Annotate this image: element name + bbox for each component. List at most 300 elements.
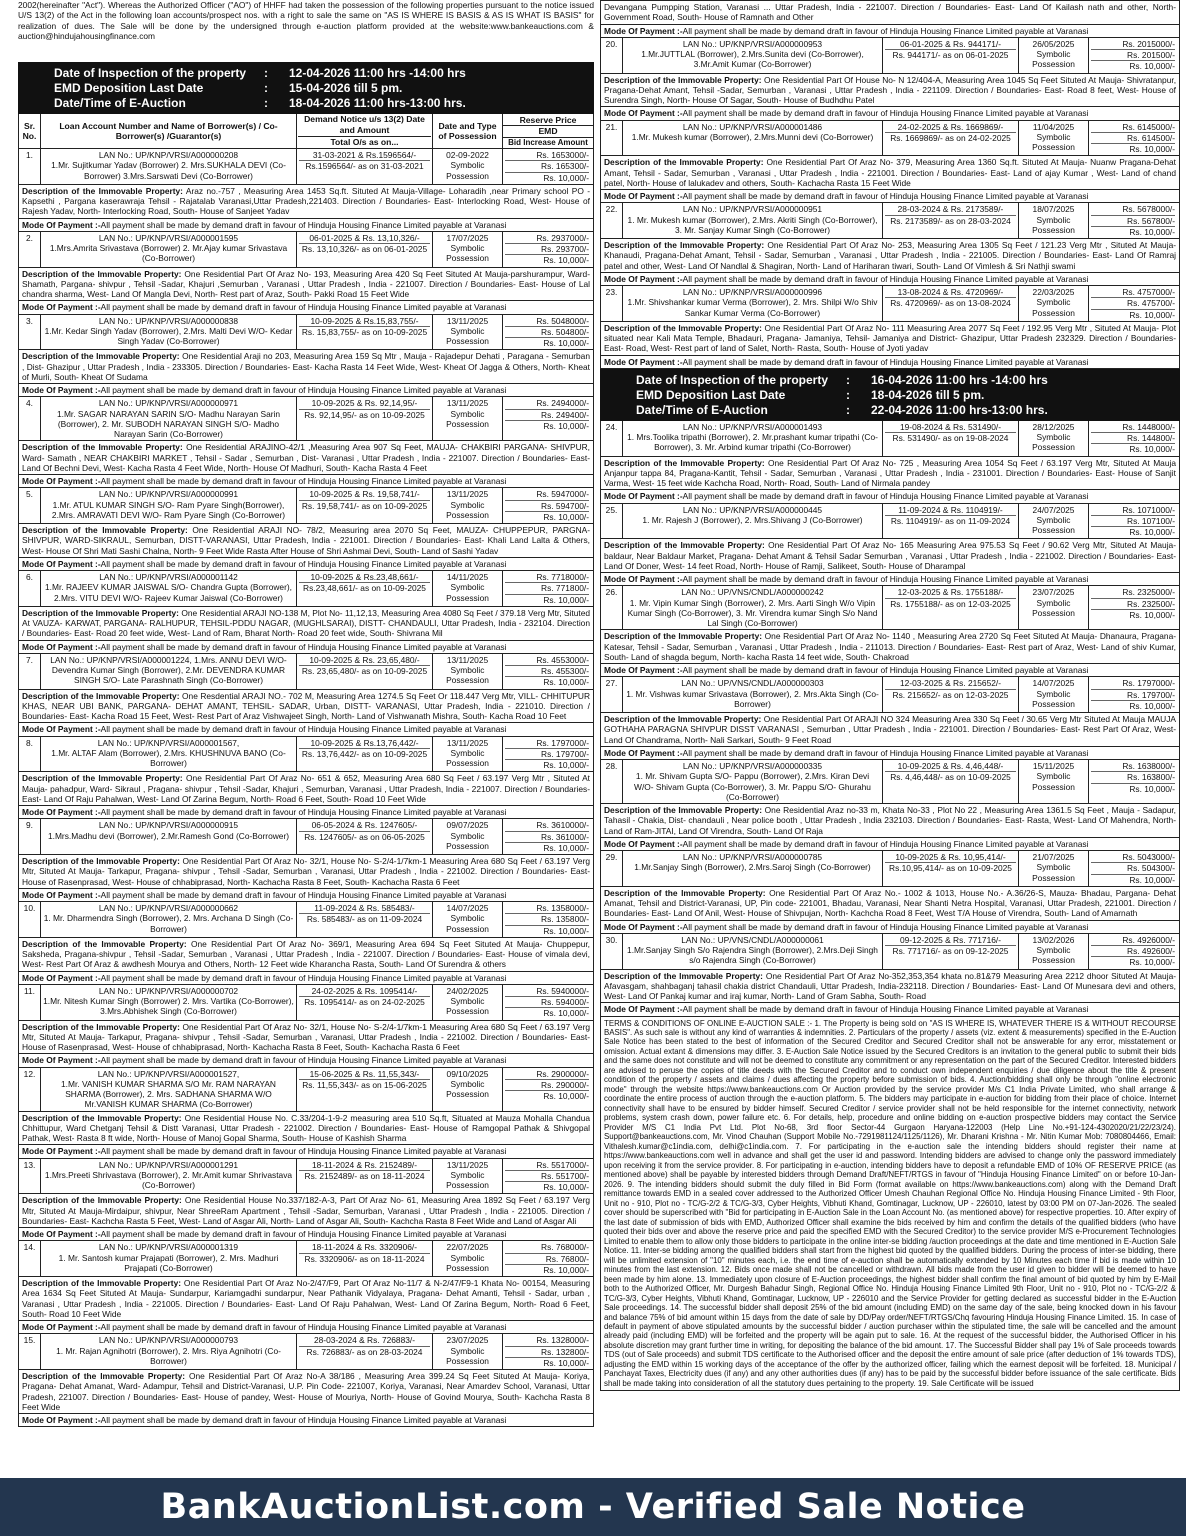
record-possession: [1019, 677, 1089, 712]
outstanding-amount: Rs. 92,14,95/- as on 10-09-2025: [299, 409, 430, 420]
borrower-names: 1. Mrs.Toolika tripathi (Borrower), 2. Mr.prashant kumar tripathi (Co-Borrower), 3. Mr. Arbind kumar tripathi (Co-Borrower): [627, 432, 878, 453]
record-parties: [41, 737, 297, 772]
bid-increase: Rs. 10,000/-: [1129, 874, 1175, 885]
record-summary: [19, 1241, 593, 1276]
description-text: One Resdential ARAJI NO.- 702 M, Measuring Area 1274.5 Sq Feet Or 118.447 Verg Mtr, VILL- CHHITUPUR KHAS, NEAR UBI BANK, PARGANA- DEHAT AMANT, TEHSIL- SADAR, Urban, DISTT- VARANASI, Uttar Pradesh, India - 221010. Direction / Boundaries- East- Kacha Road 15 Feet, West- Rest Part of Araz Vishwajeet Singh, North- Land of Vishwanath Mishra, South- Kacha Road 10 Feet: [22, 690, 591, 721]
reserve-price: Rs. 5043000/-: [1091, 852, 1175, 863]
bid-increase: Rs. 10,000/-: [543, 172, 589, 183]
bid-increase: Rs. 10,000/-: [1129, 527, 1175, 537]
record-possession: [433, 315, 503, 350]
bid-increase: Rs. 10,000/-: [1129, 444, 1175, 455]
record-parties: [41, 315, 297, 350]
property-description: [601, 629, 1179, 663]
reserve-price: Rs. 1797000/-: [505, 738, 589, 749]
description-text: One Residential ARAJI NO-138 M, Plot No- 11,12,13, Measuring Area 4080 Sq Feet / 379.18 Verg Mtr, Situted At VAUZA- KARWAT, PARGANA- RALHUPUR, TEHSIL-PDDU NAGAR, (MUGHLSARAI), DISTT- CHANDAULI, Uttar Pradesh, India - 232104. Direction / Boundaries- East- Road 20 feet wide, West- Land of Ram, Bharat North- Road 20 feet wide, South- Shivrana Mil: [22, 607, 591, 639]
payment-mode: [601, 920, 1179, 933]
record-sr-no: 27.: [601, 677, 623, 712]
property-description: [601, 886, 1179, 920]
emd-amount: Rs. 492600/-: [1091, 946, 1175, 957]
outstanding-amount: Rs. 944171/- as on 06-01-2025: [885, 49, 1016, 60]
record-possession: [433, 1334, 503, 1369]
record-parties: [41, 571, 297, 606]
borrower-names: 1.Mr.Sanjay Singh (Borrower), 2.Mrs.Saroj Singh (Co-Borrower): [634, 862, 871, 873]
possession-date: 23/07/2025: [1032, 587, 1075, 598]
emd-amount: Rs. 594700/-: [505, 501, 589, 512]
auction-record: [18, 985, 594, 1068]
pay-text: All payment shall be made by demand draft in favour of Hinduja Housing Finance Limited payable at Varanasi: [682, 921, 1089, 932]
record-possession: [433, 737, 503, 772]
record-demand-notice: [297, 902, 433, 937]
reserve-price: Rs. 768000/-: [505, 1242, 589, 1253]
record-sr-no: 6.: [19, 571, 41, 606]
record-summary: [19, 571, 593, 606]
auction-record: [600, 121, 1180, 204]
record-possession: [1019, 586, 1089, 629]
record-possession: [1019, 38, 1089, 73]
record-possession: [1019, 203, 1089, 238]
pay-label: Mode Of Payment :-: [22, 807, 101, 817]
header-emd-label: EMD: [503, 126, 593, 137]
record-reserve: [503, 654, 593, 689]
record-summary: [601, 121, 1179, 156]
possession-type: Symbolic Possession: [446, 996, 489, 1017]
date-label: Date/Time of E-Auction: [54, 96, 186, 110]
pay-text: All payment shall be made by demand draft in favour of Hinduja Housing Finance Limited payable at Varanasi: [100, 807, 507, 817]
date-value: 18-04-2026 till 5 pm.: [871, 387, 985, 402]
demand-date-amount: 11-09-2024 & Rs. 1104919/-: [898, 504, 1003, 515]
pay-text: All payment shall be made by demand draft in favour of Hinduja Housing Finance Limited payable at Varanasi: [682, 1004, 1089, 1015]
outstanding-amount: Rs. 15,83,755/- as on 10-09-2025: [299, 326, 430, 337]
record-parties: [41, 1334, 297, 1369]
auction-record: [600, 504, 1180, 587]
record-possession: [433, 985, 503, 1020]
auction-record: [18, 1241, 594, 1334]
bid-increase: Rs. 10,000/-: [1129, 226, 1175, 237]
record-reserve: [503, 737, 593, 772]
description-text: One Residential Part Of Araz No- 165 Measuring Area 975.53 Sq Feet / 90.62 Verg Mtr, Situted At Mauja- baldaur, Near Baldaur Market, Pragana- Dehat Amant & Tehsil Sadar Semurban , Varanasi , Uttar Pradesh , India - 221002. Direction / Boundaries- East- Land Of Doner, West- 14 feet Road, North- House of Ramji, Salikeet, South- House of Dharampal: [604, 540, 1177, 571]
possession-type: Symbolic Possession: [1032, 945, 1075, 966]
record-summary: [601, 677, 1179, 712]
record-summary: [19, 397, 593, 440]
property-description: [19, 523, 593, 557]
possession-type: Symbolic Possession: [1032, 131, 1075, 152]
loan-account-number: LAN No.: UP/VNS/CNDL/A000000242: [681, 587, 824, 598]
record-sr-no: 10.: [19, 902, 41, 937]
record-sr-no: 25.: [601, 504, 623, 539]
pay-label: Mode Of Payment :-: [22, 1229, 101, 1239]
description-label: Description of the Immovable Property:: [22, 185, 183, 196]
demand-date-amount: 12-03-2025 & Rs. 1755188/-: [897, 587, 1004, 598]
description-label: Description of the Immovable Property:: [604, 322, 762, 333]
date-value: 22-04-2026 11:00 hrs-13:00 hrs.: [871, 402, 1048, 417]
pay-text: All payment shall be made by demand draft in favour of Hinduja Housing Finance Limited payable at Varanasi: [100, 641, 507, 652]
record-summary: [601, 586, 1179, 629]
borrower-names: 1. Mr. Rajesh J (Borrower), 2. Mrs.Shivang J (Co-Borrower): [642, 514, 863, 525]
payment-mode: [601, 106, 1179, 119]
bid-increase: Rs. 10,000/-: [543, 420, 589, 431]
auction-record: [18, 232, 594, 315]
bid-increase: Rs. 10,000/-: [1129, 144, 1175, 154]
payment-mode: [19, 1144, 593, 1157]
pay-text: All payment shall be made by demand draft in favour of Hinduja Housing Finance Limited payable at Varanasi: [682, 574, 1089, 584]
demand-date-amount: 06-01-2025 & Rs. 13,10,326/-: [309, 232, 420, 243]
bid-increase: Rs. 10,000/-: [543, 925, 589, 936]
loan-account-number: LAN No.: UP/KNP/VRSI/A000000996: [682, 287, 823, 297]
possession-type: Symbolic Possession: [446, 747, 489, 768]
demand-date-amount: 10-09-2025 & Rs. 19,58,741/-: [309, 489, 420, 500]
record-demand-notice: [883, 586, 1019, 629]
description-label: Description of the Immovable Property:: [604, 887, 766, 898]
reserve-price: Rs. 2494000/-: [505, 398, 589, 409]
loan-account-number: LAN No.: UP/KNP/VRSI/A000000838: [98, 315, 239, 326]
date-row: [636, 373, 1170, 388]
description-label: Description of the Immovable Property:: [22, 1371, 186, 1381]
record-demand-notice: [883, 121, 1019, 156]
demand-date-amount: 10-09-2025 & Rs.13,76,442/-: [310, 737, 419, 748]
previous-record-tail: [600, 0, 1180, 38]
record-parties: [41, 902, 297, 937]
description-label: Description of the Immovable Property:: [22, 938, 187, 949]
description-label: Description of the Immovable Property:: [604, 540, 765, 551]
record-reserve: [503, 232, 593, 267]
outstanding-amount: Rs. 3320906/- as on 18-11-2024: [299, 1253, 430, 1264]
header-reserve: [503, 114, 593, 148]
loan-account-number: LAN No.: UP/KNP/VRSI/A000001567,: [97, 737, 240, 748]
description-label: Description of the Immovable Property:: [604, 457, 765, 468]
payment-mode: [19, 971, 593, 984]
pay-text: All payment shall be made by demand draft in favour of Hinduja Housing Finance Limited payable at Varanasi: [100, 385, 507, 395]
outstanding-amount: Rs. 11,55,343/- as on 15-06-2025: [299, 1079, 430, 1090]
record-reserve: [503, 985, 593, 1020]
property-description: [601, 803, 1179, 837]
pay-label: Mode Of Payment :-: [22, 889, 101, 900]
payment-mode: [19, 1413, 593, 1426]
record-parties: [41, 488, 297, 523]
pay-text: All payment shall be made by demand draft in favour of Hinduja Housing Finance Limited payable at Varanasi: [100, 1415, 507, 1425]
record-parties: [623, 504, 883, 539]
record-summary: [19, 902, 593, 937]
record-sr-no: 3.: [19, 315, 41, 350]
record-summary: [19, 1068, 593, 1111]
possession-date: 13/11/2025: [446, 1159, 489, 1170]
outstanding-amount: Rs. 585483/- as on 11-09-2024: [299, 913, 430, 924]
description-text: One Residential Part Of Araz No.- 1002 & 1013, House No.- A.36/26-S, Mauza- Bhadau, Pargana- Dehat Amanat, Tehsil and District-Varanasi, UP, Pin code- 221001, Bhadau, Varanasi, Near Shanti Netra Hospital, Varanasi, Uttar Pradesh, 221001. Direction / Boundaries- East- Land Of Anil, West- House of Shivpujan, North- Kachcha Road 8 Feet, West T/A House of Virendra, South- Land of Amarnath: [604, 887, 1176, 919]
table-header: [18, 114, 594, 149]
record-sr-no: 30.: [601, 934, 623, 969]
possession-date: 13/11/2025: [446, 654, 489, 665]
record-demand-notice: [297, 819, 433, 854]
pay-label: Mode Of Payment :-: [604, 574, 683, 584]
property-description: [601, 712, 1179, 746]
possession-date: 22/07/2025: [446, 1242, 489, 1253]
payment-mode: [19, 557, 593, 570]
record-reserve: [1089, 38, 1179, 73]
reserve-price: Rs. 1071000/-: [1091, 505, 1175, 516]
date-separator: :: [846, 387, 850, 402]
record-summary: [601, 504, 1179, 539]
record-demand-notice: [297, 985, 433, 1020]
record-reserve: [1089, 421, 1179, 456]
record-sr-no: 11.: [19, 985, 41, 1020]
property-description: [19, 1193, 593, 1227]
record-summary: [601, 760, 1179, 803]
record-parties: [41, 232, 297, 267]
record-summary: [19, 654, 593, 689]
record-demand-notice: [297, 1241, 433, 1276]
record-parties: [41, 819, 297, 854]
emd-amount: Rs. 76800/-: [505, 1254, 589, 1265]
record-sr-no: 28.: [601, 760, 623, 803]
record-summary: [19, 985, 593, 1020]
record-sr-no: 20.: [601, 38, 623, 73]
auction-record: [600, 851, 1180, 934]
reserve-price: Rs. 5678000/-: [1091, 204, 1175, 215]
possession-type: Symbolic Possession: [1032, 297, 1075, 318]
pay-text: All payment shall be made by demand draft in favour of Hinduja Housing Finance Limited payable at Varanasi: [100, 219, 507, 230]
reserve-price: Rs. 1653000/-: [505, 150, 589, 161]
record-reserve: [1089, 586, 1179, 629]
record-demand-notice: [297, 232, 433, 267]
possession-date: 09/07/2025: [446, 820, 489, 831]
record-sr-no: 4.: [19, 397, 41, 440]
payment-mode: [19, 805, 593, 818]
payment-mode: [19, 1227, 593, 1240]
borrower-names: 1. Mr. Mukesh kumar (Borrower), 2.Mrs. Akriti Singh (Co-Borrower), 3. Mr. Sanjay Kumar Singh (Co-Borrower): [627, 214, 878, 235]
reserve-price: Rs. 7718000/-: [505, 572, 589, 583]
outstanding-amount: Rs. 215652/- as on 12-03-2025: [885, 689, 1016, 700]
reserve-price: Rs. 1358000/-: [505, 903, 589, 914]
possession-date: 24/07/2025: [1032, 504, 1075, 515]
reserve-price: Rs. 4926000/-: [1091, 935, 1175, 946]
description-label: Description of the Immovable Property:: [22, 268, 182, 279]
borrower-names: 1. Mr. Santosh kumar Prajapati (Borrower), 2. Mrs. Madhuri Prajapati (Co-Borrower): [58, 1252, 279, 1273]
payment-mode: [19, 888, 593, 901]
loan-account-number: LAN No.: UP/KNP/VRSI/A000000445: [682, 504, 823, 515]
left-column: [18, 62, 594, 1478]
record-possession: [433, 397, 503, 440]
description-text: One Residential House No.337/182-A-3, Part Of Araz No- 61, Measuring Area 1892 Sq Feet / 63.197 Verg Mtr, Situted At Mauja-Mirdaipur, shivpur, Near ShreeRam Apartment , Tehsil -Sadar, Semurban, Varanasi , Uttar Pradesh , India - 221005. Direction / Boundaries- East- Kachcha Rasta 5 Feet, West- Land of Asgar Ali, North- Land of Asgar Ali, South- Kachcha Rasta 8 Feet Wide and Land of Asgar Ali: [22, 1195, 591, 1226]
demand-date-amount: 10-09-2025 & Rs.23,48,661/-: [310, 572, 419, 582]
bid-increase: Rs. 10,000/-: [1129, 700, 1175, 711]
bid-increase: Rs. 10,000/-: [1129, 309, 1175, 320]
record-sr-no: 22.: [601, 203, 623, 238]
reserve-price: Rs. 5048000/-: [505, 316, 589, 327]
footer-banner: BankAuctionList.com - Verified Sale Notice: [0, 1478, 1186, 1536]
description-text: One Residential Part Of Araz No- 379, Measuring Area 1360 Sq.ft. Situted At Mauja- Nuanw Pragana-Dehat Amant, Tehsil - Sadar, Semurban , Varanasi , Uttar Pradesh , India - 221001. Direction / Boundaries- East- Land of ajay Kumar , West- Land of chand patel, North- House of lalukadev and others, South- Kachacha Rasta 15 Feet Wide: [604, 157, 1176, 188]
previous-record-payment: [601, 24, 1179, 37]
bid-increase: Rs. 10,000/-: [1129, 609, 1175, 620]
description-text: One Residential Part Of Araz No- 1140 , Measuring Area 2720 Sq Feet Situted At Mauja- Dhanaura, Pragana- Katesar, Tehsil - Sadar, Semurban , Varanasi , Uttar Pradesh , India - 211013. Direction / Boundaries- East- Rest part of Araz, West- Land of shiv Kumar, South- Land of shagda begum, North- kacha Rasta 14 feet wide, South- Chakroad: [604, 631, 1177, 662]
emd-amount: Rs. 163800/-: [1091, 772, 1175, 783]
borrower-names: 1.Mr. Sujitkumar Yadav (Borrower) 2. Mrs.SUKHALA DEVI (Co-Borrower) 3.Mrs.Sarswati Devi (Co-Borrower): [51, 160, 286, 181]
demand-date-amount: 24-02-2025 & Rs. 1095414/-: [311, 985, 418, 996]
bid-increase: Rs. 10,000/-: [543, 677, 589, 688]
borrower-names: 1. Mr. Vishwas kumar Srivastava (Borrower), 2. Mrs.Akta Singh (Co-Borrower): [626, 688, 879, 709]
possession-type: Symbolic Possession: [446, 1169, 489, 1190]
reserve-price: Rs. 5517000/-: [505, 1160, 589, 1171]
possession-type: Symbolic Possession: [1032, 688, 1075, 709]
bid-increase: Rs. 10,000/-: [1129, 783, 1175, 794]
reserve-price: Rs. 2900000/-: [505, 1069, 589, 1080]
auction-record: [18, 488, 594, 571]
borrower-names: 1.Mr. ALTAF Alam (Borrower), 2.Mrs. KHUSHNUVA BANO (Co-Borrower): [51, 747, 286, 768]
date-value: 15-04-2026 till 5 pm.: [289, 81, 403, 95]
demand-date-amount: 31-03-2021 & Rs.1596564/-: [312, 150, 417, 160]
bid-increase: Rs. 10,000/-: [1129, 957, 1175, 968]
demand-date-amount: 11-09-2024 & Rs. 585483/-: [314, 903, 415, 913]
record-sr-no: 14.: [19, 1241, 41, 1276]
property-description: [19, 349, 593, 383]
loan-account-number: LAN No.: UP/KNP/VRSI/A000000953: [682, 38, 823, 49]
date-row: [54, 81, 584, 96]
emd-amount: Rs. 504800/-: [505, 327, 589, 338]
loan-account-number: LAN No.: UP/KNP/VRSI/A000000702: [98, 985, 239, 996]
borrower-names: 1.Mr. RAJEEV KUMAR JAISWAL S/O- Chandra Gupta (Borrower), 2.Mrs. VITU DEVI W/O- Rajeev Kumar Jaiswal (Co-Borrower): [45, 582, 292, 603]
demand-date-amount: 09-12-2025 & Rs. 771716/-: [899, 934, 1002, 945]
record-parties: [41, 1068, 297, 1111]
loan-account-number: LAN No.: UP/KNP/VRSI/A000001142: [99, 572, 238, 582]
pay-label: Mode Of Payment :-: [604, 921, 683, 932]
record-demand-notice: [297, 149, 433, 184]
record-sr-no: 1.: [19, 149, 41, 184]
record-demand-notice: [297, 571, 433, 606]
outstanding-amount: Rs. 13,76,442/- as on 10-09-2025: [299, 748, 430, 759]
auction-record: [600, 677, 1180, 760]
header-possession: Date and Type of Possession: [433, 114, 503, 148]
emd-amount: Rs. 771800/-: [505, 583, 589, 594]
description-label: Description of the Immovable Property:: [22, 442, 183, 453]
possession-type: Symbolic Possession: [446, 913, 489, 934]
pay-label: Mode Of Payment :-: [604, 356, 683, 367]
reserve-price: Rs. 2325000/-: [1091, 587, 1175, 598]
loan-account-number: LAN No.: UP/KNP/VRSI/A000000335: [682, 761, 823, 771]
bid-increase: Rs. 10,000/-: [543, 1091, 589, 1101]
record-demand-notice: [297, 1068, 433, 1111]
description-text: One Residential Part Of Araz No- 725 , Measuring Area 1054 Sq Feet / 63.197 Verg Mtr, Situted At Mauja Anjanpur tappa 84, Pragana-Kantit, Tehsil - Sadar, Semurban , Varanasi , Uttar Pradesh , India - 231001. Direction / Boundaries- East- House of Sanjit Varma, West- 15 feet wide Kachcha Road, North- Road, South- Land of Nirmala pandey: [604, 457, 1177, 488]
record-parties: [623, 586, 883, 629]
record-sr-no: 8.: [19, 737, 41, 772]
outstanding-amount: Rs. 4720969/- as on 13-08-2024: [885, 297, 1016, 308]
record-parties: [623, 934, 883, 969]
record-reserve: [1089, 677, 1179, 712]
possession-type: Symbolic Possession: [446, 582, 489, 603]
demand-date-amount: 28-03-2024 & Rs. 726883/-: [313, 1335, 416, 1346]
pay-text: All payment shall be made by demand draft in favour of Hinduja Housing Finance Limited payable at Varanasi: [682, 25, 1089, 36]
record-reserve: [1089, 504, 1179, 539]
borrower-names: 1. Mr. Rajan Agnihotri (Borrower), 2. Mrs. Riya Agnihotri (Co-Borrower): [56, 1345, 281, 1366]
emd-amount: Rs. 135800/-: [505, 914, 589, 925]
date-value: 16-04-2026 11:00 hrs -14:00 hrs: [871, 372, 1048, 387]
emd-amount: Rs. 290000/-: [505, 1080, 589, 1091]
record-parties: [623, 677, 883, 712]
payment-mode: [601, 572, 1179, 585]
header-loan-account: Loan Account Number and Name of Borrower(s) / Co-Borrower(s) /Guarantor(s): [41, 114, 297, 148]
date-separator: :: [264, 81, 268, 95]
reserve-price: Rs. 5947000/-: [505, 489, 589, 500]
demand-date-amount: 13-08-2024 & Rs. 4720969/-: [897, 287, 1004, 297]
record-parties: [41, 654, 297, 689]
possession-type: Symbolic Possession: [1032, 862, 1075, 883]
record-summary: [19, 1334, 593, 1369]
record-demand-notice: [883, 677, 1019, 712]
description-text: One Residential Part Of Araz No-2/47/F9, Part Of Araz No-11/7 & N-2/47/F9-1 Khata No- 00154, Measuring Area 1634 Sq Feet Situted At Mauja- Sundarpur, Kariamgadhi sundarpur, Near Pathanik Vidyalaya, Pragana- Dehat Amanti, Tehsil - Sadar, urban , Varanasi , Uttar Pradesh , India - 221005. Direction / Boundaries- East- Land Of Raju Pahalwan, West- Land Of Zarina Begum, North- Road 6 Feet, South- Road 10 Feet Wide: [22, 1278, 591, 1319]
outstanding-amount: Rs. 1669869/- as on 24-02-2025: [885, 132, 1016, 143]
description-text: One Residential ARAJINO-42/1 ,Measuring Area 907 Sq Feet, MAUJA- CHAKBIRI PARGANA- SHIVPUR, Ward- Samath , NEAR CHAKBIRI MARKET , Tehsil - Sadar , Semurban , Dist- Varanasi , Uttar Pradesh , India - 221007. Direction / Boundaries- East- Land Of Bechni Devi, West- Kacha Rasta 4 Feet Wide, North- House Of Madhuri, South- Kacha Rasta 4 Feet: [22, 442, 590, 473]
possession-date: 24/02/2025: [446, 985, 489, 996]
description-label: Description of the Immovable Property:: [22, 1278, 182, 1288]
reserve-price: Rs. 1638000/-: [1091, 761, 1175, 772]
borrower-names: 1.Mr. Nitesh Kumar Singh (Borrower) 2. Mrs. Vartika (Co-Borrower), 3.Mrs.Abhishek Singh (Co-Borrower): [43, 996, 294, 1017]
demand-date-amount: 06-05-2024 & Rs. 1247605/-: [311, 820, 418, 831]
description-text: One Residential Part Of Araz No-A 38/186 , Measuring Area 399.24 Sq Feet Situted At Mauja- Koriya, Pragana- Dehat Amanat, Ward- Adampur, Tehsil and District-Varanasi, U.P. Pin Code- 221007, Koriya, Varanasi, Near Amardev School, Varanasi, Uttar Pradesh, 221007. Direction / Boundaries- East- House of pandey, West- House of Mouriya, North- House of Govind Mourya, South- Kachcha Rasta 8 Feet Wide: [22, 1371, 591, 1412]
record-possession: [1019, 851, 1089, 886]
record-parties: [623, 421, 883, 456]
pay-label: Mode Of Payment :-: [604, 838, 683, 849]
right-records-list-b: [600, 421, 1180, 1017]
loan-account-number: LAN No.: UP/KNP/VRSI/A000001291: [98, 1159, 239, 1170]
record-reserve: [1089, 286, 1179, 321]
description-text: One Residential ARAJI NO- 78/2, Measuring area 2070 Sq Feet, MAUZA- CHUPPEPUR, PARGNA- SHIVPUR, WARD-SIKRAUL, Semurban, DISTT-VARANASI, Uttar Pradesh, India - 221001. Direction / Boundaries- East- Khali Land Lalta & Others, West- House Of Shri Mati Sashi Chalna, North- 9 Feet Wide Rasta After House of Shri Ashmai Devi, South- Land of Sashi Yadav: [22, 525, 591, 556]
bid-increase: Rs. 10,000/-: [543, 338, 589, 348]
record-demand-notice: [297, 488, 433, 523]
borrower-names: 1.Mrs.Preeti Shrivastava (Borrower), 2. Mr.Amit kumar Shrivastava (Co-Borrower): [44, 1169, 293, 1190]
date-separator: :: [846, 402, 850, 417]
outstanding-amount: Rs. 19,58,741/- as on 10-09-2025: [299, 500, 430, 511]
emd-amount: Rs. 201500/-: [1091, 50, 1175, 61]
possession-date: 13/11/2025: [446, 737, 489, 748]
borrower-names: 1.Mr. VANISH KUMAR SHARMA S/O Mr. RAM NARAYAN SHARMA (Borrower), 2. Mrs. SADHANA SHARMA W/O Mr.VANISH KUMAR SHARMA (Co-Borrower): [61, 1078, 276, 1110]
date-row: [636, 388, 1170, 403]
pay-label: Mode Of Payment :-: [22, 1146, 101, 1157]
header-demand-sub: Total O/s as on...: [298, 136, 431, 147]
payment-mode: [19, 640, 593, 653]
property-description: [19, 440, 593, 474]
outstanding-amount: Rs. 1095414/- as on 24-02-2025: [299, 996, 430, 1007]
auction-record: [18, 149, 594, 232]
bid-increase: Rs. 10,000/-: [543, 760, 589, 770]
record-demand-notice: [297, 397, 433, 440]
emd-amount: Rs. 107100/-: [1091, 516, 1175, 527]
pay-text: All payment shall be made by demand draft in favour of Hinduja Housing Finance Limited payable at Varanasi: [682, 665, 1089, 675]
description-label: Description of the Immovable Property:: [604, 805, 763, 815]
description-text: One Residential Part Of Araz No- 111 Measuring Area 2077 Sq Feet / 192.95 Verg Mtr , Situted At Mauja- Plot situated near Kali Mata Temple, Bhadauri, Pragana- Jamaniya, Tehsil- Jamaniya and District- Ghazipur, Uttar Pradesh 232329. Direction / Boundaries- East- Road, West- Rest part of land of Salet, North- Rasta, South- House of Jyoti yadav: [604, 322, 1177, 354]
loan-account-number: LAN No.: UP/KNP/VRSI/A000001493: [682, 421, 823, 432]
reserve-price: Rs. 4757000/-: [1091, 287, 1175, 298]
loan-account-number: LAN No.: UP/KNP/VRSI/A000000785: [682, 852, 823, 862]
record-summary: [601, 203, 1179, 238]
date-label: Date/Time of E-Auction: [636, 402, 768, 417]
record-sr-no: 9.: [19, 819, 41, 854]
header-sr-no: Sr. No.: [19, 114, 41, 148]
left-auction-dates-box: [18, 62, 594, 114]
description-text: One Residential Part Of Araz No-352,353,354 khata no.81&79 Measuring Area 2212 dhoor Situted At Mauja- Afavasgam, shahbaganj tahasil chakia district Chandauli, Uttar Pradesh, India-232118. Direction / Boundaries- East- Land Of Munesara devi and others, West- Land Of Pankaj kumar and iraj kumar, North- Land of Gram Sabha, South- Road: [604, 970, 1177, 1001]
pay-label: Mode Of Payment :-: [604, 491, 683, 502]
borrower-names: 1.Mr.JUTTLAL (Borrower), 2.Mrs.Sunita devi (Co-Borrower), 3.Mr.Amit Kumar (Co-Borrower): [641, 49, 864, 70]
pay-label: Mode Of Payment :-: [22, 1322, 101, 1332]
reserve-price: Rs. 6145000/-: [1091, 122, 1175, 133]
property-description: [601, 538, 1179, 572]
pay-text: All payment shall be made by demand draft in favour of Hinduja Housing Finance Limited payable at Varanasi: [100, 889, 507, 900]
possession-date: 22/03/2025: [1032, 287, 1075, 297]
auction-record: [600, 421, 1180, 504]
auction-record: [600, 934, 1180, 1017]
record-possession: [433, 232, 503, 267]
pay-text: All payment shall be made by demand draft in favour of Hinduja Housing Finance Limited payable at Varanasi: [100, 1055, 507, 1066]
demand-date-amount: 19-08-2024 & Rs. 531490/-: [899, 421, 1002, 432]
auction-record: [600, 286, 1180, 369]
borrower-names: 1. Mr. Dharmendra Singh (Borrower), 2. Mrs. Archana D Singh (Co-Borrower): [43, 913, 294, 934]
loan-account-number: LAN No.: UP/KNP/VRSI/A000001595: [98, 232, 239, 243]
